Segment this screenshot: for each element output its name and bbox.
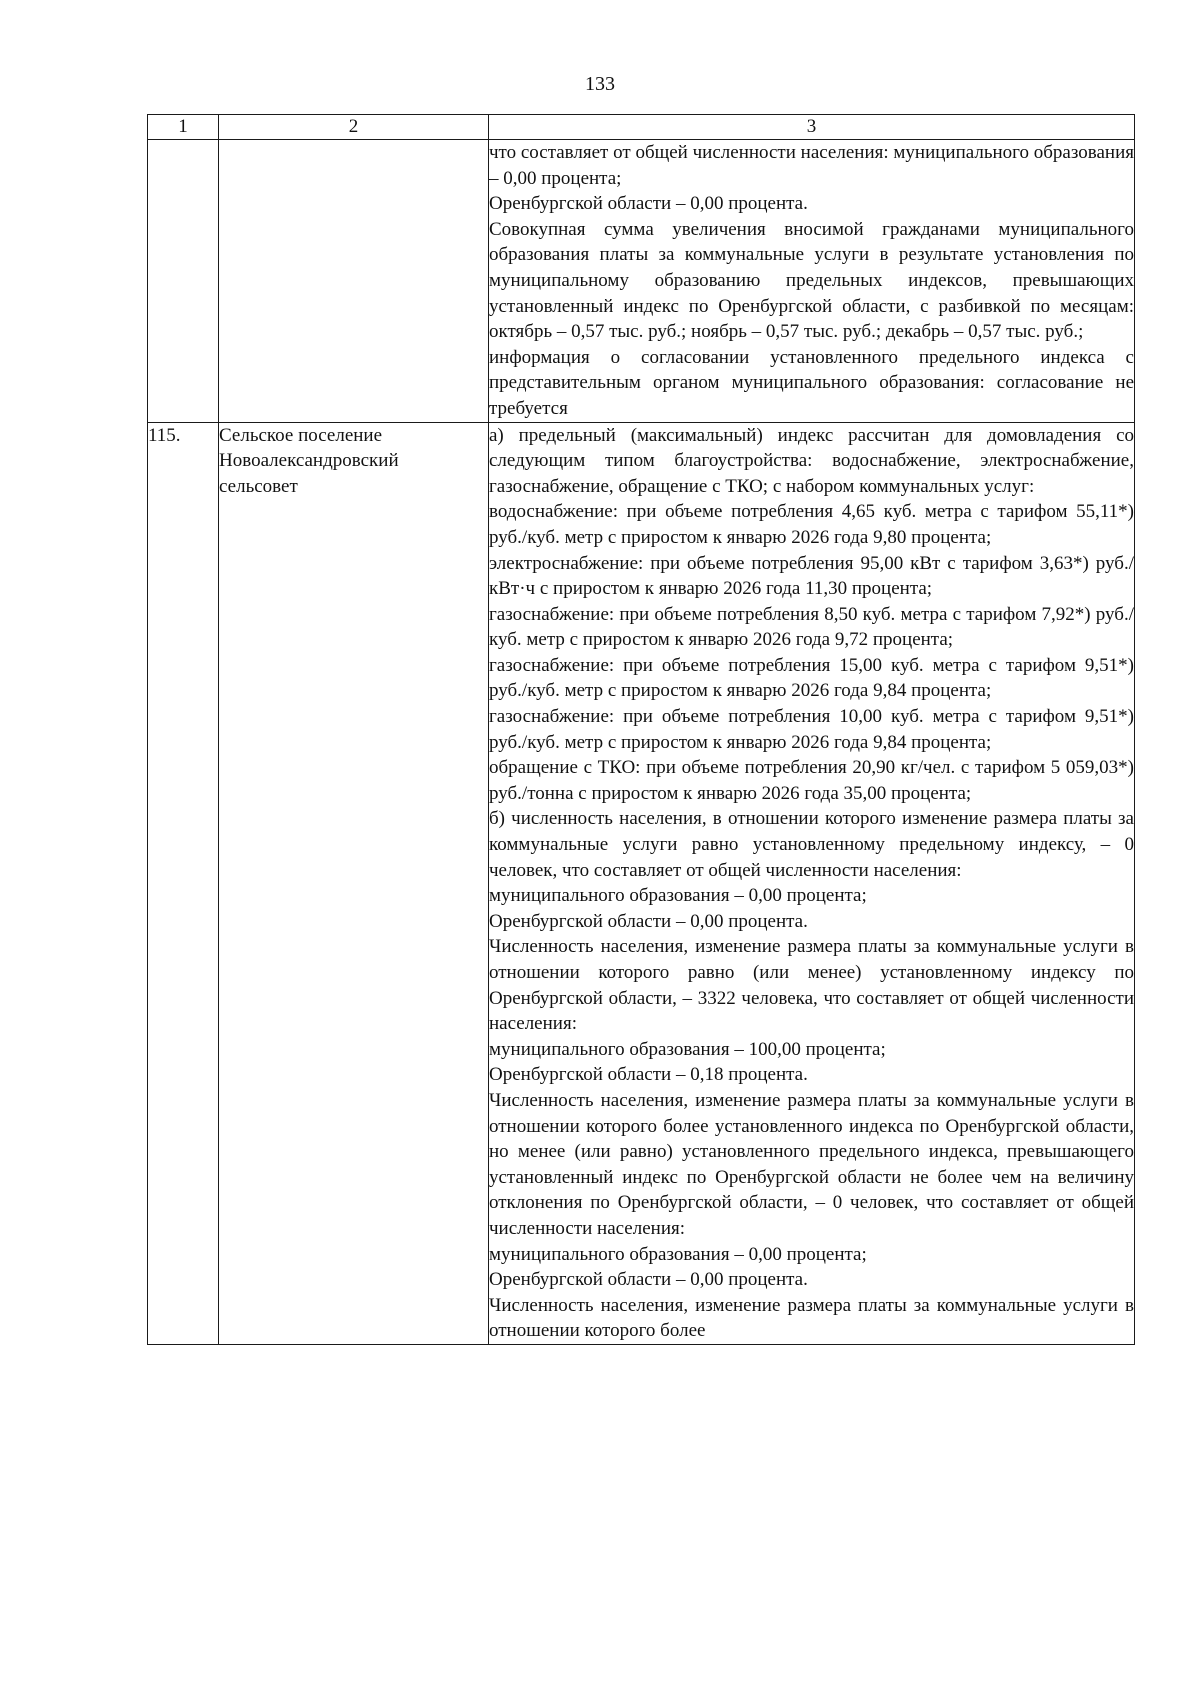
row-number-cell: 115. — [148, 422, 219, 1344]
column-header-number: 1 — [148, 115, 219, 140]
municipality-name-line: Новоалександровский — [219, 450, 399, 472]
details-paragraph: муниципального образования – 0,00 процента; — [489, 885, 867, 907]
details-paragraph: электроснабжение: при объеме потребления 95,00 кВт с тарифом 3,63*) руб./кВт·ч с приростом к январю 2026 года 11,30 процента; — [489, 552, 1134, 600]
details-paragraph: обращение с ТКО: при объеме потребления 20,90 кг/чел. с тарифом 5 059,03*) руб./тонна с приростом к январю 2026 года 35,00 процента; — [489, 757, 1134, 804]
details-paragraph: а) предельный (максимальный) индекс рассчитан для домовладения со следующим типом благоустройства: водоснабжение, электроснабжение, газоснабжение, обращение с ТКО; с набором коммунальных услуг: — [489, 424, 1134, 497]
header-row — [148, 115, 1135, 140]
details-paragraph: информация о согласовании установленного предельного индекса с представительным органом муниципального образования: согласование не требуется — [489, 346, 1134, 419]
table-row — [148, 140, 1135, 423]
page-number: 133 — [585, 73, 615, 95]
index-details-cell — [489, 140, 1135, 423]
details-paragraph: Численность населения, изменение размера платы за коммунальные услуги в отношении которого более — [489, 1294, 1134, 1342]
municipality-name-line: сельсовет — [219, 475, 298, 497]
index-details-cell — [489, 422, 1135, 1344]
table-row — [148, 422, 1135, 1344]
details-paragraph: муниципального образования – 0,00 процента; — [489, 1243, 867, 1265]
details-paragraph: Численность населения, изменение размера платы за коммунальные услуги в отношении которого равно (или менее) установленному индексу по Оренбургской области, – 3322 человека, что составляет от общей численности населения: — [489, 936, 1134, 1035]
municipality-name-line: Сельское поселение — [219, 424, 383, 446]
municipality-name-cell — [219, 140, 489, 423]
details-paragraph: газоснабжение: при объеме потребления 10,00 куб. метра с тарифом 9,51*) руб./куб. метр с приростом к январю 2026 года 9,84 процента; — [489, 706, 1134, 753]
details-paragraph: газоснабжение: при объеме потребления 15,00 куб. метра с тарифом 9,51*) руб./куб. метр с приростом к январю 2026 года 9,84 процента; — [489, 654, 1134, 702]
table-body — [148, 140, 1135, 1345]
details-paragraph: Оренбургской области – 0,00 процента. — [489, 1269, 808, 1291]
column-header-name: 2 — [219, 115, 489, 140]
details-paragraph: что составляет от общей численности населения: муниципального образования – 0,00 процента; — [489, 142, 1134, 189]
details-paragraph: Оренбургской области – 0,00 процента. — [489, 910, 808, 932]
details-paragraph: б) численность населения, в отношении которого изменение размера платы за коммунальные услуги равно установленному предельному индексу, – 0 человек, что составляет от общей численности населения: — [489, 808, 1134, 881]
table-header — [148, 115, 1135, 140]
details-paragraph: Оренбургской области – 0,00 процента. — [489, 193, 808, 215]
details-paragraph: Оренбургской области – 0,18 процента. — [489, 1064, 808, 1086]
column-header-content: 3 — [489, 115, 1135, 140]
details-paragraph: Совокупная сумма увеличения вносимой гражданами муниципального образования платы за коммунальные услуги в результате установления по муниципальному образованию предельных индексов, превышающих установленный индекс по Оренбургской области, с разбивкой по месяцам: октябрь – 0,57 тыс. руб.; ноябрь – 0,57 тыс. руб.; декабрь – 0,57 тыс. руб.; — [489, 218, 1134, 343]
municipality-name-cell — [219, 422, 489, 1344]
data-table — [147, 114, 1135, 1345]
details-paragraph: газоснабжение: при объеме потребления 8,50 куб. метра с тарифом 7,92*) руб./куб. метр с приростом к январю 2026 года 9,72 процента; — [489, 603, 1134, 651]
details-paragraph: муниципального образования – 100,00 процента; — [489, 1038, 886, 1060]
details-paragraph: водоснабжение: при объеме потребления 4,65 куб. метра с тарифом 55,11*) руб./куб. метр с приростом к январю 2026 года 9,80 процента; — [489, 501, 1134, 548]
details-paragraph: Численность населения, изменение размера платы за коммунальные услуги в отношении которого более установленного индекса по Оренбургской области, но менее (или равно) установленного предельного индекса, превышающего установленный индекс по Оренбургской области не более чем на величину отклонения по Оренбургской области, – 0 человек, что составляет от общей численности населения: — [489, 1089, 1134, 1239]
row-number-cell — [148, 140, 219, 423]
